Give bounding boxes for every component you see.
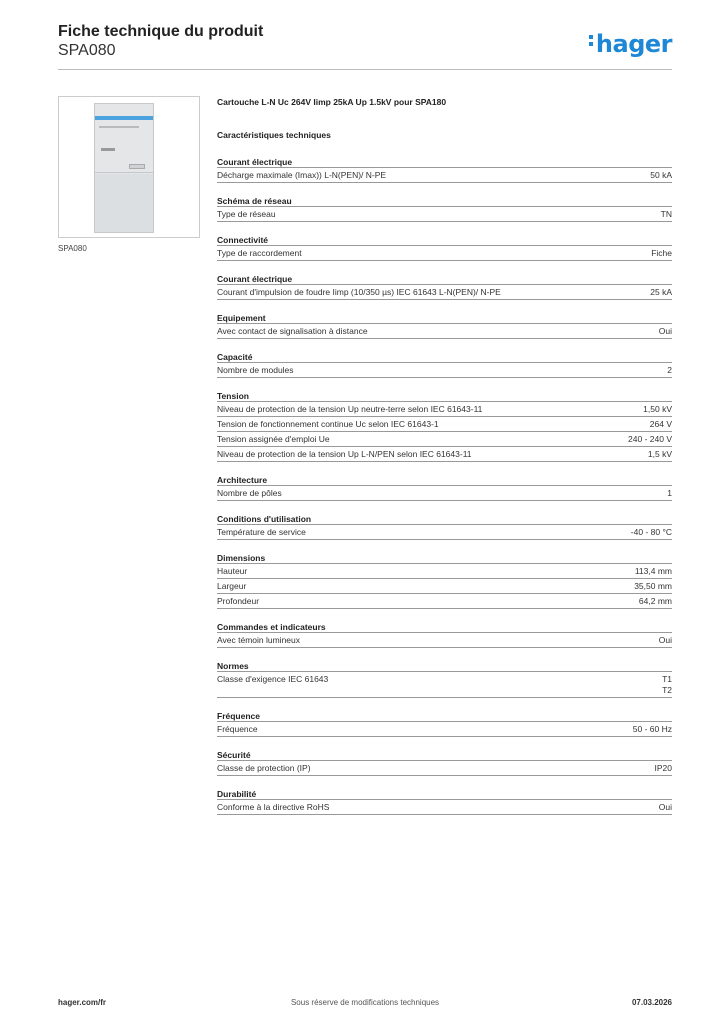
spec-row <box>217 207 672 222</box>
spec-label: Tension de fonctionnement continue Uc selon IEC 61643-1 <box>217 419 439 429</box>
spec-value: 35,50 mm <box>634 581 672 591</box>
footer-website: hager.com/fr <box>58 998 107 1007</box>
spec-value: 25 kA <box>650 287 672 297</box>
spec-label: Classe de protection (IP) <box>217 763 311 773</box>
spec-row <box>217 285 672 300</box>
spec-value: TN <box>660 209 672 219</box>
spec-group-title: Architecture <box>217 474 672 486</box>
spec-value: 1 <box>667 488 672 498</box>
spec-group <box>217 156 672 183</box>
image-caption: SPA080 <box>58 244 87 253</box>
spec-label: Fréquence <box>217 724 258 734</box>
spec-group <box>217 312 672 339</box>
spec-label: Type de raccordement <box>217 248 302 258</box>
spec-label: Décharge maximale (Imax)) L-N(PEN)/ N-PE <box>217 170 387 180</box>
spec-row <box>217 246 672 261</box>
spec-label: Température de service <box>217 527 306 537</box>
spec-group-title: Capacité <box>217 351 672 363</box>
spec-group-title: Normes <box>217 660 672 672</box>
spec-row <box>217 432 672 447</box>
spec-label: Tension assignée d'emploi Ue <box>217 434 330 444</box>
spec-group <box>217 552 672 609</box>
spec-value: Oui <box>658 635 672 645</box>
spec-label: Largeur <box>217 581 247 591</box>
logo-dots-icon <box>589 35 594 49</box>
spec-group <box>217 621 672 648</box>
spec-label: Conforme à la directive RoHS <box>217 802 330 812</box>
spec-row <box>217 402 672 417</box>
spec-label: Nombre de modules <box>217 365 294 375</box>
spec-row <box>217 594 672 609</box>
spec-value: 113,4 mm <box>634 566 672 576</box>
spec-group-title: Sécurité <box>217 749 672 761</box>
spec-value: 240 - 240 V <box>628 434 672 444</box>
spec-label: Niveau de protection de la tension Up L-N/PEN selon IEC 61643-11 <box>217 449 472 459</box>
spec-group <box>217 390 672 462</box>
spec-group-title: Equipement <box>217 312 672 324</box>
spec-value: Oui <box>658 326 672 336</box>
spec-value: 50 - 60 Hz <box>632 724 672 734</box>
spec-value: 64,2 mm <box>638 596 672 606</box>
spec-group <box>217 749 672 776</box>
spec-row <box>217 579 672 594</box>
spec-value: Fiche <box>651 248 672 258</box>
footer-date: 07.03.2026 <box>631 998 672 1007</box>
spec-value: 1,50 kV <box>643 404 672 414</box>
spec-group-title: Dimensions <box>217 552 672 564</box>
spec-value: 2 <box>667 365 672 375</box>
spec-group <box>217 195 672 222</box>
spec-group <box>217 788 672 815</box>
spec-group-title: Schéma de réseau <box>217 195 672 207</box>
spec-value: 50 kA <box>650 170 672 180</box>
spec-label: Niveau de protection de la tension Up neutre-terre selon IEC 61643-11 <box>217 404 483 414</box>
spec-row <box>217 447 672 462</box>
spec-label: Type de réseau <box>217 209 276 219</box>
spec-value: Oui <box>658 802 672 812</box>
spec-label: Classe d'exigence IEC 61643 <box>217 674 329 684</box>
spec-group-title: Commandes et indicateurs <box>217 621 672 633</box>
spec-label: Courant d'impulsion de foudre Iimp (10/350 µs) IEC 61643 L-N(PEN)/ N-PE <box>217 287 501 297</box>
spec-group <box>217 351 672 378</box>
spec-row <box>217 722 672 737</box>
product-reference: SPA080 <box>58 42 116 59</box>
spec-group <box>217 234 672 261</box>
spec-value: IP20 <box>654 763 672 773</box>
spec-label: Profondeur <box>217 596 260 606</box>
hager-logo <box>589 30 672 58</box>
spec-group <box>217 474 672 501</box>
spec-group <box>217 273 672 300</box>
spec-row <box>217 672 672 698</box>
specs-heading: Caractéristiques techniques <box>217 130 331 140</box>
spec-row <box>217 324 672 339</box>
spec-group <box>217 710 672 737</box>
spec-sheet <box>217 96 672 815</box>
spec-row <box>217 633 672 648</box>
spec-value: 264 V <box>649 419 672 429</box>
spec-group-title: Conditions d'utilisation <box>217 513 672 525</box>
product-image <box>58 96 200 238</box>
surge-protector-cartridge-icon <box>94 103 154 233</box>
spec-group-title: Connectivité <box>217 234 672 246</box>
spec-row <box>217 486 672 501</box>
spec-row <box>217 417 672 432</box>
spec-group-title: Courant électrique <box>217 156 672 168</box>
spec-value: 1,5 kV <box>647 449 672 459</box>
spec-value: T1 T2 <box>662 674 672 695</box>
spec-group <box>217 513 672 540</box>
spec-row <box>217 168 672 183</box>
spec-group-title: Durabilité <box>217 788 672 800</box>
spec-group-title: Courant électrique <box>217 273 672 285</box>
spec-row <box>217 761 672 776</box>
spec-row <box>217 800 672 815</box>
spec-label: Hauteur <box>217 566 248 576</box>
spec-groups <box>217 156 672 815</box>
document-title: Fiche technique du produit <box>58 23 264 40</box>
spec-label: Nombre de pôles <box>217 488 282 498</box>
footer-notice: Sous réserve de modifications techniques <box>290 998 440 1007</box>
spec-row <box>217 525 672 540</box>
logo-text: hager <box>595 30 672 58</box>
spec-group-title: Fréquence <box>217 710 672 722</box>
spec-group <box>217 660 672 698</box>
spec-label: Avec témoin lumineux <box>217 635 300 645</box>
page-header <box>58 22 672 68</box>
spec-row <box>217 363 672 378</box>
spec-group-title: Tension <box>217 390 672 402</box>
spec-value: -40 - 80 °C <box>630 527 672 537</box>
header-divider <box>58 69 672 70</box>
product-description: Cartouche L-N Uc 264V Iimp 25kA Up 1.5kV pour SPA180 <box>217 97 447 107</box>
spec-label: Avec contact de signalisation à distance <box>217 326 368 336</box>
spec-row <box>217 564 672 579</box>
